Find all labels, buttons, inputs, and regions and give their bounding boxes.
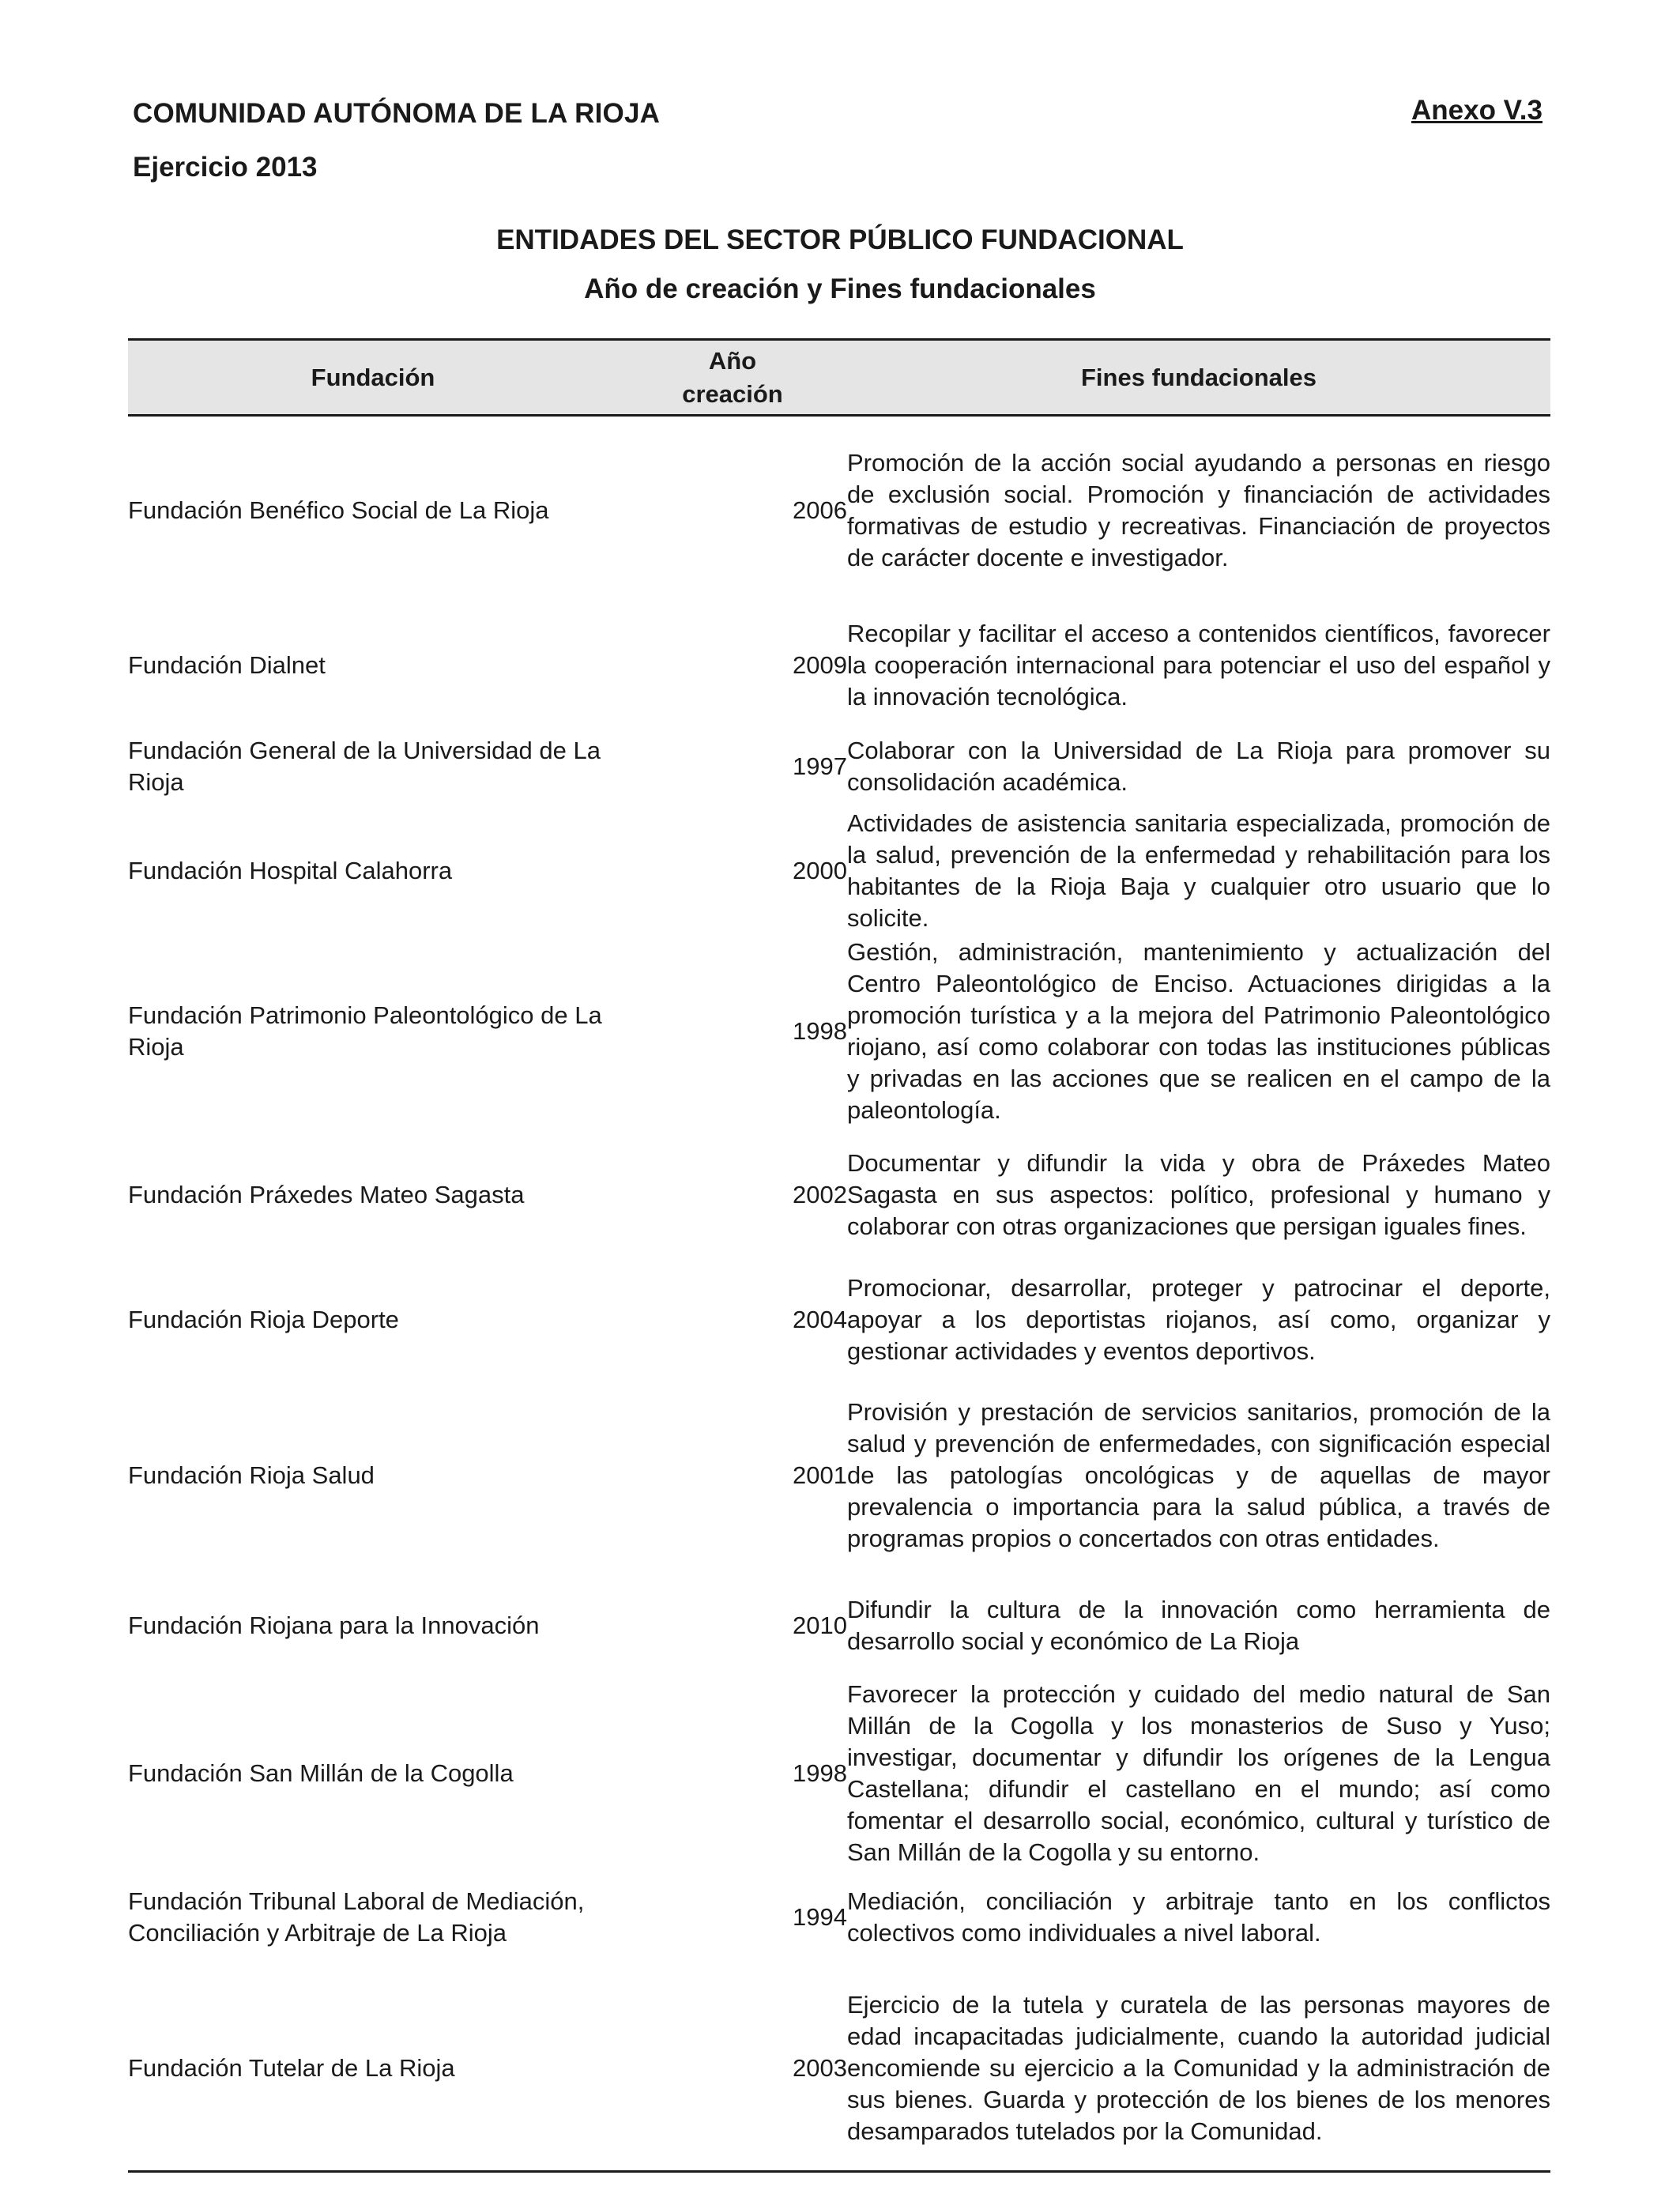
foundation-purposes: Difundir la cultura de la innovación como herramienta de desarrollo social y económico de La Rioja [847,1595,1550,1655]
foundations-table [128,338,1550,2173]
foundation-purposes: Colaborar con la Universidad de La Rioja para promover su consolidación académica. [847,736,1550,796]
foundation-purposes: Actividades de asistencia sanitaria especializada, promoción de la salud, prevención de la enfermedad y rehabilitación para los habitantes de la Rioja Baja y cualquier otro usuario que lo solicite. [847,809,1550,932]
foundation-name: Fundación Rioja Salud [128,1461,375,1489]
creation-year: 2001 [793,1461,847,1489]
creation-year: 2006 [793,496,847,525]
foundation-name: Fundación Tribunal Laboral de Mediación, Conciliación y Arbitraje de La Rioja [128,1887,585,1947]
foundation-name: Fundación Rioja Deporte [128,1305,399,1333]
column-header-purposes: Fines fundacionales [847,340,1550,416]
column-header-year-line1: Año [708,346,757,375]
fiscal-year: Ejercicio 2013 [133,152,318,183]
creation-year: 1997 [793,752,847,780]
creation-year: 2010 [793,1611,847,1639]
foundation-name: Fundación Patrimonio Paleontológico de La Rioja [128,1001,602,1061]
table-row [128,1573,1550,1679]
foundation-name: Fundación Dialnet [128,650,326,679]
table-header-row [128,340,1550,416]
table-row [128,1966,1550,2172]
table-row [128,726,1550,808]
document-subtitle: Año de creación y Fines fundacionales [584,273,1096,304]
foundation-purposes: Documentar y difundir la vida y obra de Práxedes Mateo Sagasta en sus aspectos: político, profesional y humano y colaborar con otras organizaciones que persigan iguales fines. [847,1148,1550,1240]
foundation-name: Fundación Hospital Calahorra [128,856,453,884]
creation-year: 2000 [793,856,847,884]
foundation-name: Fundación General de la Universidad de La Rioja [128,736,601,796]
table-row [128,1129,1550,1261]
column-header-year-line2: creación [682,379,783,408]
foundation-purposes: Favorecer la protección y cuidado del medio natural de San Millán de la Cogolla y los monasterios de Suso y Yuso; investigar, documentar y difundir los orígenes de la Lengua Castellana; difundir el castellano en el mundo; así como fomentar el desarrollo social, económico, cultural y turístico de San Millán de la Cogolla y su entorno. [847,1679,1550,1866]
creation-year: 1998 [793,1759,847,1787]
organization-name: COMUNIDAD AUTÓNOMA DE LA RIOJA [133,98,661,129]
column-header-foundation: Fundación [128,340,618,416]
foundation-purposes: Promocionar, desarrollar, proteger y patrocinar el deporte, apoyar a los deportistas riojanos, así como, organizar y gestionar actividades y eventos deportivos. [847,1273,1550,1365]
document-title: ENTIDADES DEL SECTOR PÚBLICO FUNDACIONAL [496,224,1184,255]
creation-year: 2009 [793,650,847,679]
creation-year: 2002 [793,1180,847,1208]
creation-year: 2003 [618,1966,847,2172]
creation-year: 1998 [793,1016,847,1045]
foundation-name: Fundación Benéfico Social de La Rioja [128,496,549,525]
foundation-purposes: Mediación, conciliación y arbitraje tanto en los conflictos colectivos como individuales a nivel laboral. [847,1887,1550,1947]
table-row [128,1378,1550,1573]
table-row [128,1261,1550,1378]
foundation-purposes: Provisión y prestación de servicios sanitarios, promoción de la salud y prevención de enfermedades, con significación especial de las patologías oncológicas y de aquellas de mayor prevalencia o importancia para la salud pública, a través de programas propios o concertados con otras entidades. [847,1397,1550,1552]
table-row [128,1868,1550,1966]
creation-year: 1994 [793,1902,847,1931]
table-row [128,605,1550,726]
foundation-name: Fundación Práxedes Mateo Sagasta [128,1180,525,1208]
column-header-year [618,340,847,416]
table-row [128,808,1550,934]
foundation-name: Fundación San Millán de la Cogolla [128,1759,514,1787]
foundation-name: Fundación Tutelar de La Rioja [128,1966,618,2172]
foundation-purposes: Recopilar y facilitar el acceso a contenidos científicos, favorecer la cooperación internacional para potenciar el uso del español y la innovación tecnológica. [847,619,1550,711]
table-row [128,416,1550,605]
table-row [128,934,1550,1129]
creation-year: 2004 [793,1305,847,1333]
foundation-purposes: Gestión, administración, mantenimiento y actualización del Centro Paleontológico de Enciso. Actuaciones dirigidas a la promoción turística y a la mejora del Patrimonio Paleontológico riojano, así como colaborar con todas las instituciones públicas y privadas en las acciones que se realicen en el campo de la paleontología. [847,937,1550,1124]
foundation-purposes: Ejercicio de la tutela y curatela de las personas mayores de edad incapacitadas judicialmente, cuando la autoridad judicial encomiende su ejercicio a la Comunidad y la administración de sus bienes. Guarda y protección de los bienes de los menores desamparados tutelados por la Comunidad. [847,1966,1550,2172]
table-row [128,1679,1550,1868]
foundation-name: Fundación Riojana para la Innovación [128,1611,540,1639]
annex-label: Anexo V.3 [1411,95,1543,126]
foundation-purposes: Promoción de la acción social ayudando a personas en riesgo de exclusión social. Promoción y financiación de actividades formativas de estudio y recreativas. Financiación de proyectos de carácter docente e investigador. [847,449,1550,572]
